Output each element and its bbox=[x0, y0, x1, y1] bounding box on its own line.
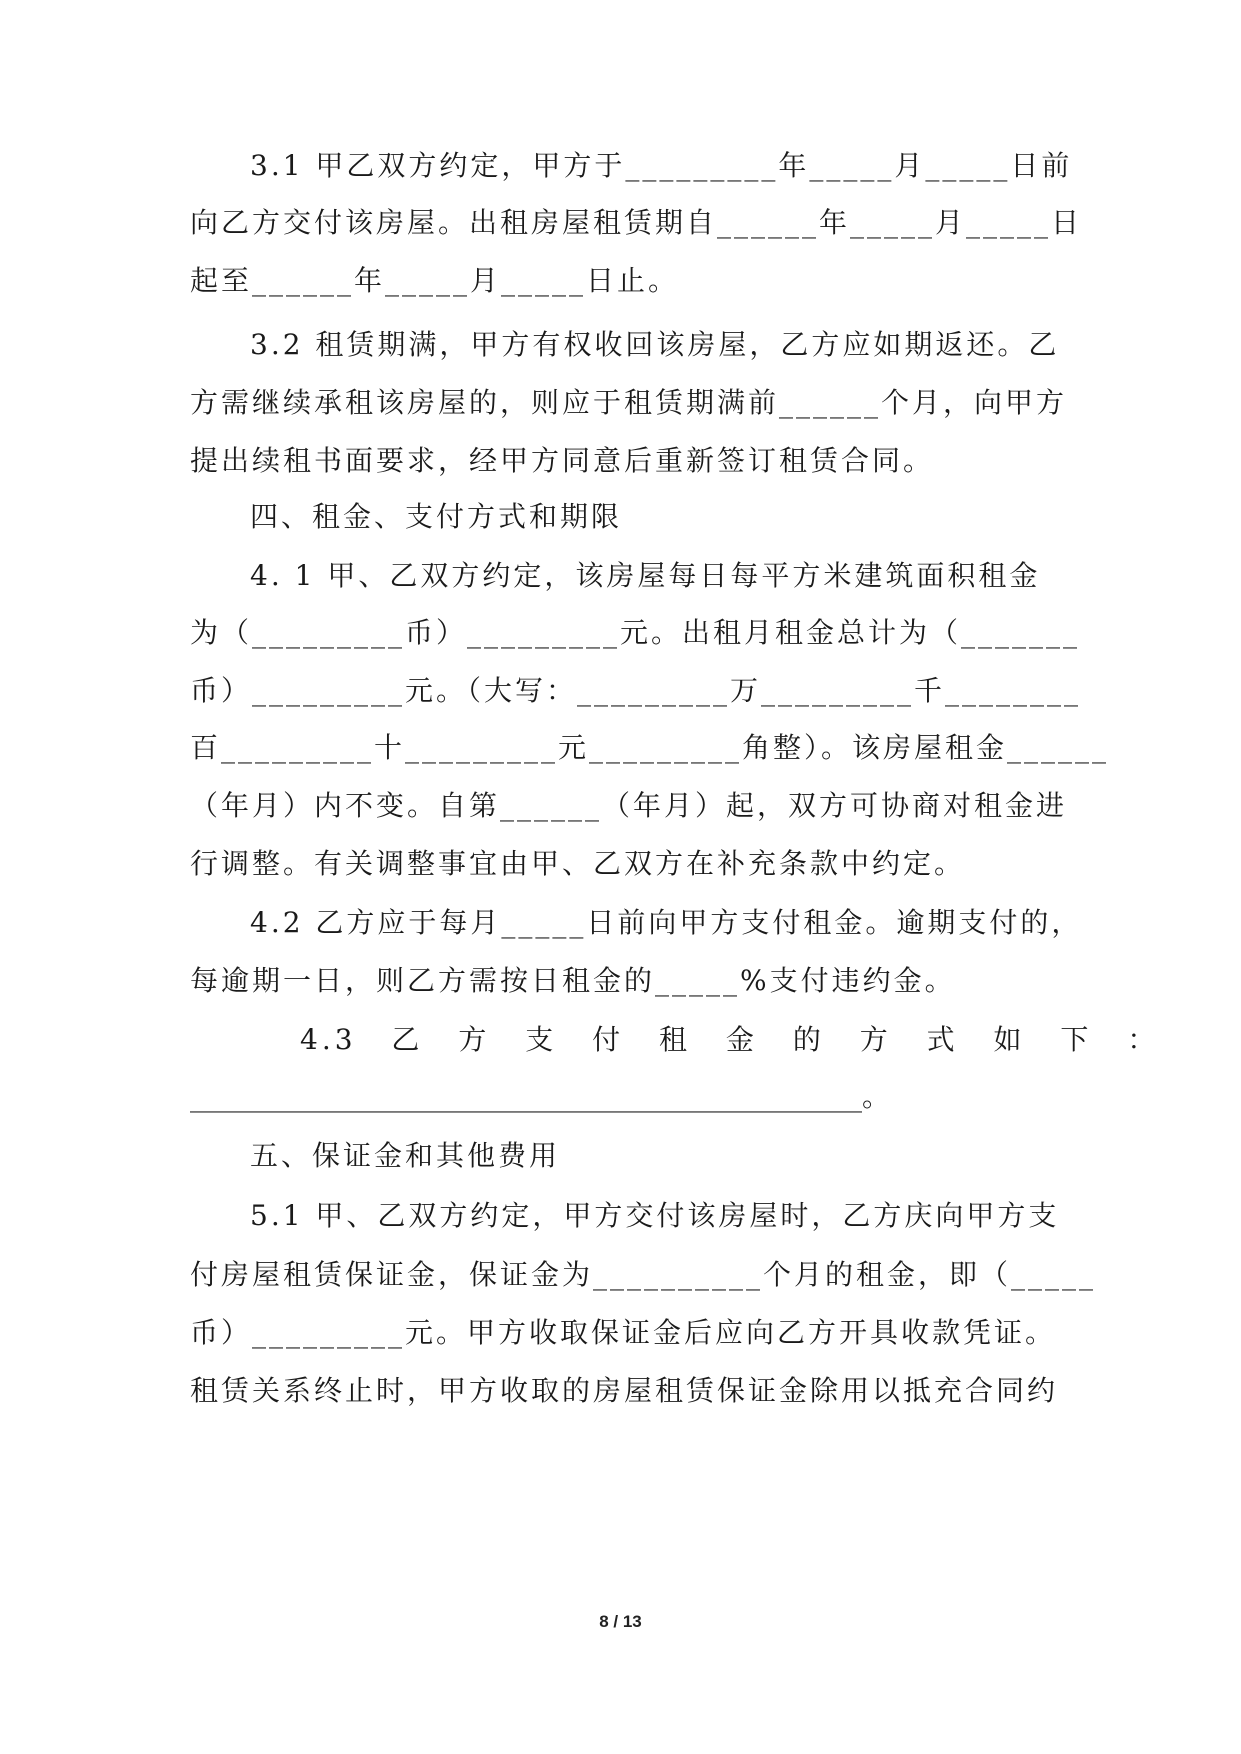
section-heading: 四、租金、支付方式和期限 bbox=[250, 500, 623, 533]
text-line: 3.1 甲乙双方约定，甲方于_________年_____月_____日前 bbox=[250, 149, 1073, 182]
text-line: 方需继续承租该房屋的，则应于租赁期满前______个月，向甲方 bbox=[190, 386, 1068, 419]
text-line: 4.3 乙 方 支 付 租 金 的 方 式 如 下 ： bbox=[300, 1023, 1160, 1056]
page-number: 8 / 13 bbox=[599, 1612, 642, 1631]
text-line: 5.1 甲、乙双方约定，甲方交付该房屋时，乙方庆向甲方支 bbox=[250, 1199, 1060, 1232]
text-line: 4.2 乙方应于每月_____日前向甲方支付租金。逾期支付的， bbox=[250, 906, 1083, 939]
text-line: 行调整。有关调整事宜由甲、乙双方在补充条款中约定。 bbox=[190, 847, 966, 880]
text-line: 起至______年_____月_____日止。 bbox=[190, 264, 680, 297]
text-line: 提出续租书面要求，经甲方同意后重新签订租赁合同。 bbox=[190, 444, 935, 477]
text-line: 每逾期一日，则乙方需按日租金的_____%支付违约金。 bbox=[190, 964, 956, 997]
section-heading: 五、保证金和其他费用 bbox=[250, 1139, 561, 1172]
text-line: 币）_________元。甲方收取保证金后应向乙方开具收款凭证。 bbox=[190, 1316, 1057, 1349]
text-line: （年月）内不变。自第______（年月）起，双方可协商对租金进 bbox=[190, 789, 1068, 822]
text-line: ________________________________________________。 bbox=[190, 1080, 891, 1113]
text-line: 为（_________币）_________元。出租月租金总计为（_______ bbox=[190, 616, 1081, 649]
text-line: 付房屋租赁保证金，保证金为__________个月的租金，即（_____ bbox=[190, 1258, 1097, 1291]
text-line: 租赁关系终止时，甲方收取的房屋租赁保证金除用以抵充合同约 bbox=[190, 1374, 1059, 1407]
text-line: 币）_________元。（大写：_________万_________千________ bbox=[190, 674, 1082, 707]
text-line: 百_________十_________元_________角整）。该房屋租金______ bbox=[190, 731, 1110, 764]
text-line: 向乙方交付该房屋。出租房屋租赁期自______年_____月_____日 bbox=[190, 206, 1083, 239]
text-line: 4. 1 甲、乙双方约定，该房屋每日每平方米建筑面积租金 bbox=[250, 559, 1041, 592]
text-line: 3.2 租赁期满，甲方有权收回该房屋，乙方应如期返还。乙 bbox=[250, 328, 1060, 361]
